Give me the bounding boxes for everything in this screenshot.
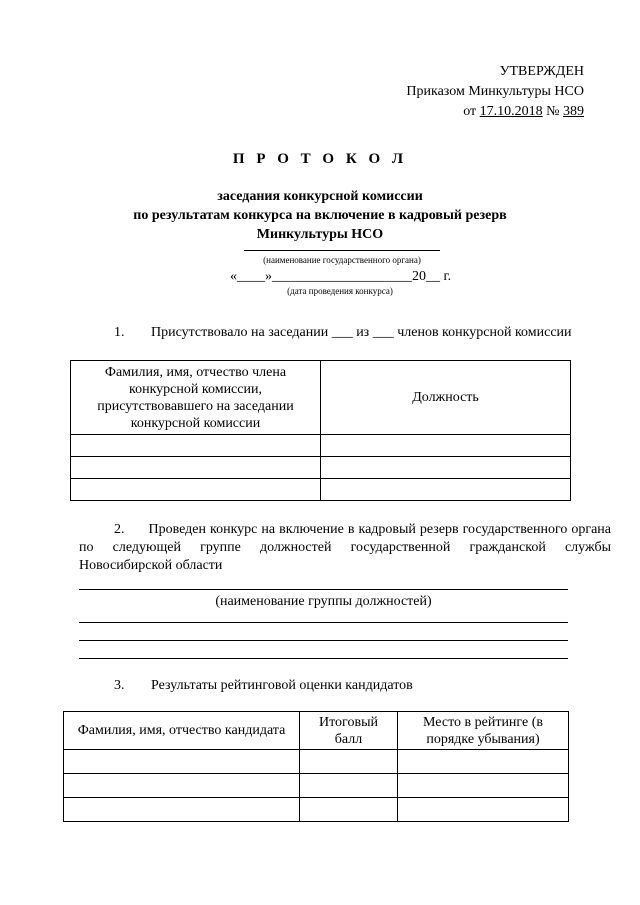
rating-col-place: Место в рейтинге (в порядке убывания) xyxy=(398,712,569,750)
contest-date-caption: (дата проведения конкурса) xyxy=(287,286,393,296)
approval-date-prefix: от xyxy=(463,104,480,119)
table-cell[interactable] xyxy=(398,750,569,774)
blank-line xyxy=(79,622,568,623)
section3-text: Результаты рейтинговой оценки кандидатов xyxy=(151,678,413,693)
group-name-caption: (наименование группы должностей) xyxy=(215,594,432,609)
table-cell[interactable] xyxy=(321,457,571,479)
subtitle-line-2: по результатам конкурса на включение в кадровый резерв xyxy=(133,208,507,223)
table-row xyxy=(71,435,571,457)
table-cell[interactable] xyxy=(321,479,571,501)
group-name-line xyxy=(79,589,568,590)
approval-date: 17.10.2018 xyxy=(479,104,543,119)
approval-date-line xyxy=(404,102,584,122)
table-row xyxy=(64,774,569,798)
blank-line xyxy=(79,658,568,659)
approval-title: УТВЕРЖДЕН xyxy=(499,64,584,79)
section2-number: 2. xyxy=(114,522,125,537)
table-row xyxy=(64,798,569,822)
blank-line xyxy=(79,640,568,641)
section1-number: 1. xyxy=(114,325,125,340)
members-col-position: Должность xyxy=(321,361,571,435)
table-cell[interactable] xyxy=(321,435,571,457)
protocol-title: П Р О Т О К О Л xyxy=(232,151,408,167)
approval-stamp xyxy=(404,62,584,122)
subtitle-line-3: Минкультуры НСО xyxy=(256,227,384,242)
table-cell[interactable] xyxy=(71,457,321,479)
table-row xyxy=(64,750,569,774)
table-cell[interactable] xyxy=(64,774,300,798)
section1-text: Присутствовало на заседании ___ из ___ членов конкурсной комиссии xyxy=(151,325,572,340)
table-cell[interactable] xyxy=(71,435,321,457)
section2-paragraph xyxy=(79,521,611,575)
table-cell[interactable] xyxy=(398,798,569,822)
approval-number: 389 xyxy=(563,104,584,119)
table-cell[interactable] xyxy=(300,798,398,822)
table-cell[interactable] xyxy=(64,798,300,822)
subtitle-line-1: заседания конкурсной комиссии xyxy=(217,189,423,204)
table-cell[interactable] xyxy=(398,774,569,798)
table-cell[interactable] xyxy=(64,750,300,774)
table-row xyxy=(71,479,571,501)
section3-number: 3. xyxy=(114,678,125,693)
members-table xyxy=(70,360,571,501)
rating-col-name: Фамилия, имя, отчество кандидата xyxy=(64,712,300,750)
table-row xyxy=(71,457,571,479)
approval-org: Приказом Минкультуры НСО xyxy=(406,84,584,99)
rating-table-header xyxy=(64,712,569,750)
table-cell[interactable] xyxy=(300,774,398,798)
organ-name-line xyxy=(244,250,440,251)
protocol-subtitle xyxy=(0,187,640,244)
members-table-header xyxy=(71,361,571,435)
approval-number-prefix: № xyxy=(542,104,563,119)
contest-date-line: «____»____________________20__ г. xyxy=(230,269,452,284)
table-cell[interactable] xyxy=(71,479,321,501)
rating-col-score: Итоговый балл xyxy=(300,712,398,750)
table-cell[interactable] xyxy=(300,750,398,774)
organ-name-caption: (наименование государственного органа) xyxy=(263,255,421,265)
rating-table xyxy=(63,711,569,822)
section2-text: Проведен конкурс на включение в кадровый резерв государственного органа по следующей группе должностей государственной гражданской службы Новосибирской области xyxy=(79,522,611,573)
members-col-name: Фамилия, имя, отчество члена конкурсной комиссии, присутствовавшего на заседании конкурсной комиссии xyxy=(71,361,321,435)
